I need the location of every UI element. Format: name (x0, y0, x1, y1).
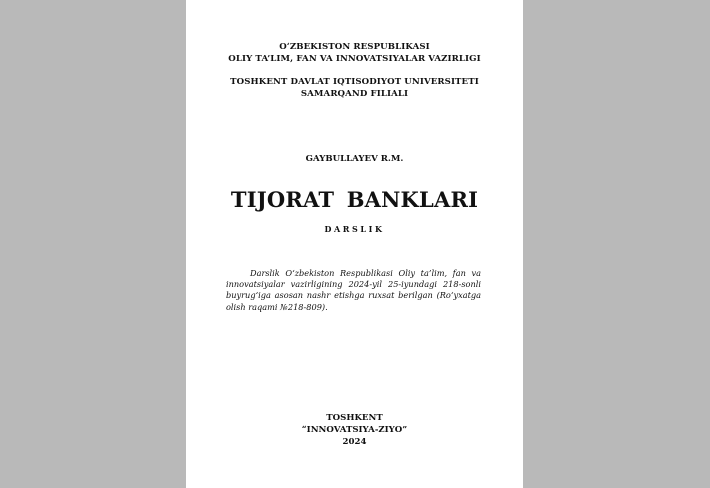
ministry-heading: OLIY TA’LIM, FAN VA INNOVATSIYALAR VAZIRLIGI (228, 54, 481, 64)
branch-heading: SAMARQAND FILIALI (300, 89, 409, 99)
publisher-name: “INNOVATSIYA-ZIYO” (301, 425, 408, 435)
title-page (186, 0, 523, 488)
university-heading: TOSHKENT DAVLAT IQTISODIYOT UNIVERSITETI (230, 77, 479, 87)
publication-city: TOSHKENT (326, 413, 383, 423)
publication-year: 2024 (342, 437, 367, 447)
book-type: DARSLIK (324, 224, 385, 234)
approval-annotation: Darslik O‘zbekiston Respublikasi Oliy ta’lim, fan va innovatsiyalar vazirligining 2024-yil 25-iyundagi 218-sonli buyrug‘iga asosan nashr etishga ruxsat berilgan (Ro‘yxatga olish raqami №218-809). (226, 268, 481, 312)
country-heading: O‘ZBEKISTON RESPUBLIKASI (279, 42, 430, 52)
author-name: GAYBULLAYEV R.M. (305, 154, 404, 164)
book-title: TIJORAT BANKLARI (230, 187, 479, 212)
